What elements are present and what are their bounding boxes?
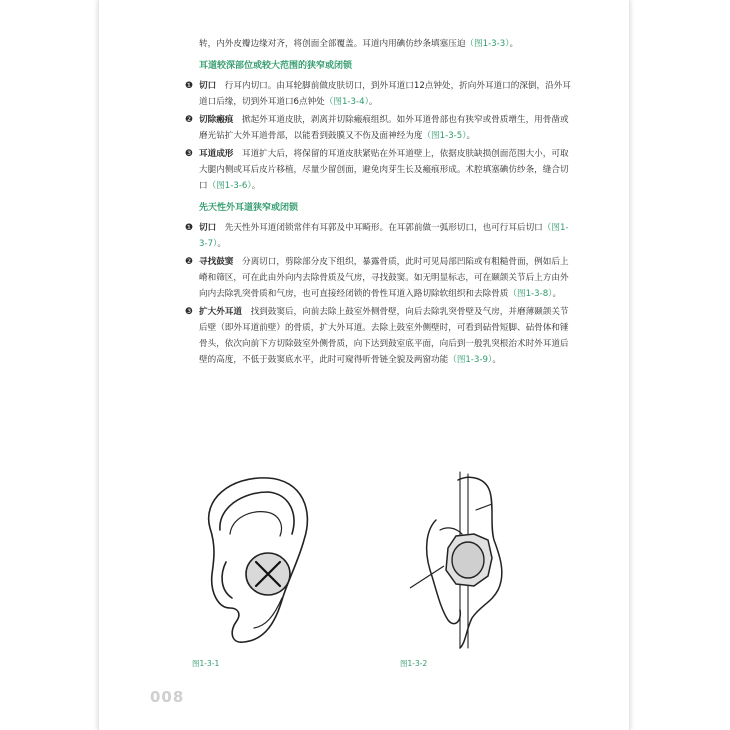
item-body: 耳道扩大后，将保留的耳道皮肤紧贴在外耳道壁上，依据皮肤缺损创面范围大小，可取大腿内侧或耳后皮片移植，尽量少留创面，避免肉芽生长及瘢痕形成。术腔填塞碘仿纱条，缝合切口 [199,149,569,191]
item-body: 行耳内切口。由耳轮脚前做皮肤切口，到外耳道口12点钟处，折向外耳道口的深倒，沿外耳道口后缘，切到外耳道口6点钟处 [199,81,571,107]
continued-paragraph: 转，内外皮瓣边缘对齐，将创面全部覆盖。耳道内用碘仿纱条填塞压迫（图1-3-3）。 [199,39,519,49]
list-item: ❸ 扩大外耳道 找到鼓窦后，向前去除上鼓室外侧骨壁，向后去除乳突骨壁及气房，并磨薄颞颌关节后壁（即外耳道前壁）的骨质，扩大外耳道。去除上鼓室外侧壁时，可看到砧骨短脚、砧骨体和锤骨头，依次向前下方切除鼓室外侧骨质，向下达到鼓室底平面，向后到一般乳突根治术时外耳道后壁的高度，不低于鼓窦底水平，此时可窥得听骨链全貌及两窗功能（图1-3-9）。 [185,304,571,368]
figure-ref: （图1-3-4） [324,97,369,107]
pointer-line [410,566,444,588]
item-body: 掀起外耳道皮肤，剥离并切除瘢痕组织。如外耳道骨部也有狭窄或骨质增生，用骨凿或磨光钻扩大外耳道骨部，以能看到鼓膜又不伤及面神经为度 [199,115,569,141]
item-number: ❷ [185,257,194,267]
figure-ref: （图1-3-8） [508,289,553,299]
figure-ref: （图1-3-3） [465,39,510,49]
section-title: 先天性外耳道狭窄或闭锁 [199,203,299,213]
figure-caption: 图1-3-1 [192,659,220,668]
list-item: ❶ 切口 先天性外耳道闭锁常伴有耳郭及中耳畸形。在耳郭前做一弧形切口，也可行耳后切口（图1-3-7）。 [185,220,571,252]
item-number: ❶ [185,81,194,91]
item-number: ❷ [185,115,194,125]
figure-caption: 图1-3-2 [400,659,428,668]
section-title: 耳道较深部位或较大范围的狭窄或闭锁 [199,61,353,71]
list-item: ❷ 寻找鼓窦 分离切口，剪除部分皮下组织，暴露骨质，此时可见局部凹陷或有粗糙骨面，例如后上嵴和筛区，可在此由外向内去除骨质及气房，寻找鼓窦。如无明显标志，可在颞颌关节后上方由外向内去除乳突骨质和气房，也可直接经闭锁的骨性耳道入路切除软组织和去除骨质（图1-3-8）。 [185,254,571,302]
ear-canal-opening [246,553,290,595]
canal-opening [446,534,492,586]
figure-ref: （图1-3-9） [448,355,493,365]
item-heading: 寻找鼓窦 [199,257,234,267]
item-heading: 扩大外耳道 [199,307,242,317]
item-heading: 切口 [199,223,217,233]
item-body: 分离切口，剪除部分皮下组织，暴露骨质，此时可见局部凹陷或有粗糙骨面，例如后上嵴和筛区，可在此由外向内去除骨质及气房，寻找鼓窦。如无明显标志，可在颞颌关节后上方由外向内去除乳突骨质和气房，也可直接经闭锁的骨性耳道入路切除软组织和去除骨质 [199,257,569,299]
continued-text: 转，内外皮瓣边缘对齐，将创面全部覆盖。耳道内用碘仿纱条填塞压迫 [199,39,466,49]
figure-ref: （图1-3-6） [207,181,252,191]
item-heading: 切除瘢痕 [199,115,234,125]
figure-ref: （图1-3-7） [199,223,569,249]
item-number: ❶ [185,223,194,233]
page-number: 008 [150,688,185,706]
canal-illustration-fig2 [400,470,530,650]
list-item: ❶ 切口 行耳内切口。由耳轮脚前做皮肤切口，到外耳道口12点钟处，折向外耳道口的深倒，沿外耳道口后缘，切到外耳道口6点钟处（图1-3-4）。 [185,78,571,110]
item-heading: 耳道成形 [199,149,234,159]
list-item: ❷ 切除瘢痕 掀起外耳道皮肤，剥离并切除瘢痕组织。如外耳道骨部也有狭窄或骨质增生，用骨凿或磨光钻扩大外耳道骨部，以能看到鼓膜又不伤及面神经为度（图1-3-5）。 [185,112,571,144]
ear-illustration-fig1 [190,470,330,650]
item-heading: 切口 [199,81,217,91]
figure-ref: （图1-3-5） [422,131,467,141]
item-number: ❸ [185,149,194,159]
item-body: 找到鼓窦后，向前去除上鼓室外侧骨壁，向后去除乳突骨壁及气房，并磨薄颞颌关节后壁（即外耳道前壁）的骨质，扩大外耳道。去除上鼓室外侧壁时，可看到砧骨短脚、砧骨体和锤骨头，依次向前下方切除鼓室外侧骨质，向下达到鼓室底平面，向后到一般乳突根治术时外耳道后壁的高度，不低于鼓窦底水平，此时可窥得听骨链全貌及两窗功能 [199,307,569,365]
item-body: 先天性外耳道闭锁常伴有耳郭及中耳畸形。在耳郭前做一弧形切口，也可行耳后切口 [224,223,543,233]
body-text [185,36,571,370]
list-item: ❸ 耳道成形 耳道扩大后，将保留的耳道皮肤紧贴在外耳道壁上，依据皮肤缺损创面范围大小，可取大腿内侧或耳后皮片移植，尽量少留创面，避免肉芽生长及瘢痕形成。术腔填塞碘仿纱条，缝合切口（图1-3-6）。 [185,146,571,194]
item-number: ❸ [185,307,194,317]
